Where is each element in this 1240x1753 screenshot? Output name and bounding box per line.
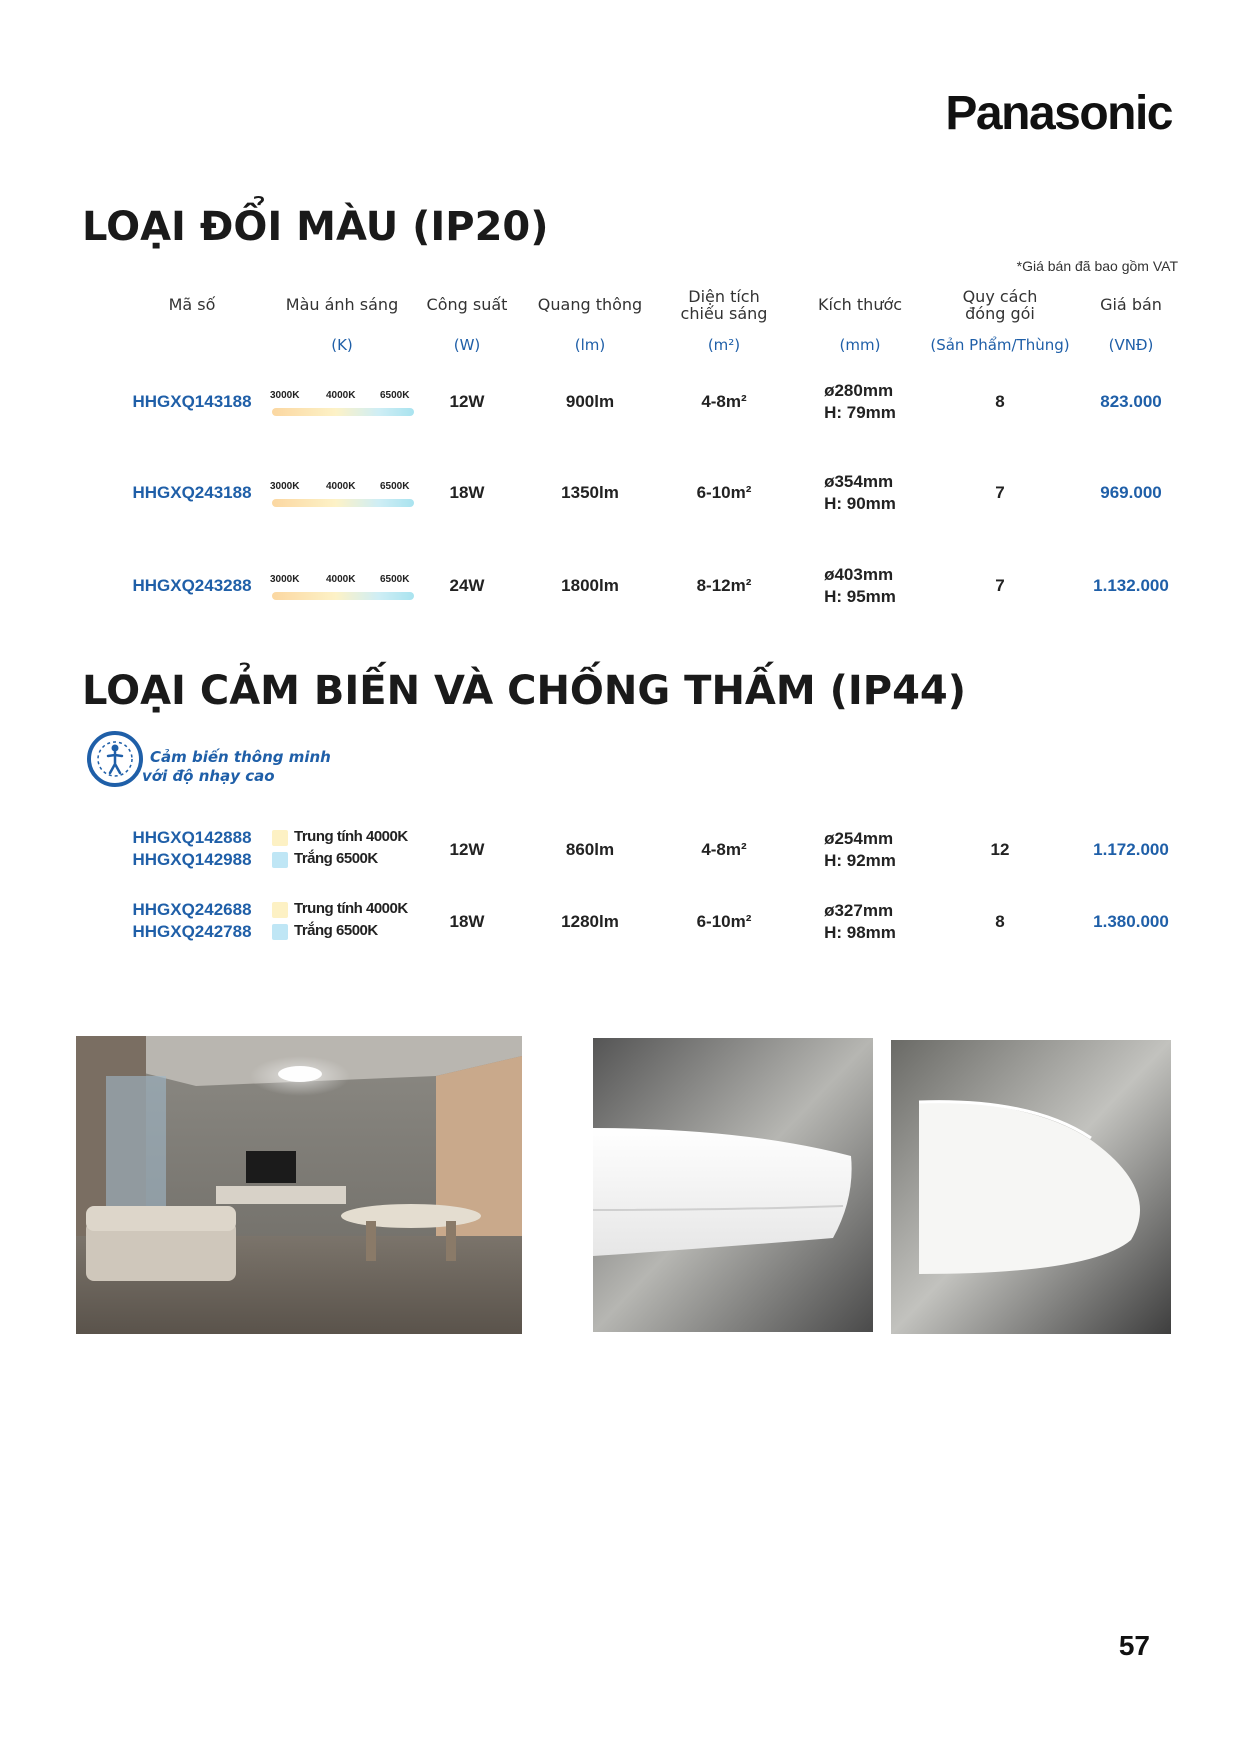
- kelvin-label: 6500K: [380, 481, 410, 492]
- color-label: Trắng 6500K: [294, 922, 378, 939]
- header-power: Công suất: [426, 295, 508, 314]
- height: H: 95mm: [824, 587, 896, 606]
- header-pack: Quy cách đóng gói: [962, 287, 1038, 323]
- page-number: 57: [1118, 1630, 1150, 1661]
- header-area: Diện tích chiếu sáng: [680, 287, 768, 323]
- pack-value: 7: [995, 483, 1005, 502]
- lumen-value: 900lm: [565, 392, 615, 411]
- kelvin-label: 4000K: [326, 390, 356, 401]
- product-code: HHGXQ243188: [132, 483, 252, 502]
- height: H: 90mm: [824, 494, 896, 513]
- kelvin-scale: [270, 574, 414, 600]
- color-temperature-bar: [272, 408, 414, 416]
- kelvin-label: 3000K: [270, 574, 300, 585]
- product-code-pair: [132, 899, 251, 943]
- unit-area: (m²): [707, 336, 741, 354]
- unit-power: (W): [453, 336, 481, 354]
- product-code: HHGXQ142988: [132, 850, 252, 869]
- panasonic-logo: Panasonic: [945, 87, 1172, 140]
- color-temperature-bar: [272, 499, 414, 507]
- header-price: Giá bán: [1100, 295, 1162, 314]
- size-value: [824, 564, 896, 608]
- unit-pack: (Sản Phẩm/Thùng): [930, 336, 1070, 354]
- power-value: 18W: [449, 912, 485, 931]
- header-size: Kích thước: [817, 295, 903, 314]
- color-label: Trắng 6500K: [294, 850, 378, 867]
- height: H: 98mm: [824, 923, 896, 942]
- height: H: 79mm: [824, 403, 896, 422]
- header-color: Màu ánh sáng: [285, 295, 399, 314]
- lumen-value: 860lm: [565, 840, 615, 859]
- motion-sensor-icon: [86, 730, 144, 788]
- unit-lumen: (lm): [574, 336, 606, 354]
- power-value: 12W: [449, 392, 485, 411]
- height: H: 92mm: [824, 851, 896, 870]
- area-value: 8-12m²: [696, 576, 752, 595]
- kelvin-scale: [270, 390, 414, 416]
- size-value: [824, 471, 896, 515]
- pack-value: 8: [995, 392, 1005, 411]
- section-title-ip20: LOẠI ĐỔI MÀU (IP20): [82, 204, 549, 250]
- kelvin-label: 4000K: [326, 481, 356, 492]
- unit-size: (mm): [839, 336, 881, 354]
- area-value: 6-10m²: [696, 912, 752, 931]
- diameter: ø254mm: [824, 829, 894, 848]
- product-code: HHGXQ243288: [132, 576, 252, 595]
- size-value: [824, 380, 896, 424]
- kelvin-label: 6500K: [380, 390, 410, 401]
- product-code: HHGXQ242788: [132, 922, 252, 941]
- unit-price: (VNĐ): [1108, 336, 1154, 354]
- diameter: ø403mm: [824, 565, 894, 584]
- neutral-swatch: [272, 830, 288, 846]
- color-label: Trung tính 4000K: [294, 828, 408, 845]
- diameter: ø354mm: [824, 472, 894, 491]
- diameter: ø280mm: [824, 381, 894, 400]
- sensor-line: Cảm biến thông minh: [150, 748, 331, 766]
- pack-value: 7: [995, 576, 1005, 595]
- price-value: 1.132.000: [1093, 576, 1169, 595]
- sensor-description: [142, 748, 331, 786]
- color-temperature-bar: [272, 592, 414, 600]
- unit-color: (K): [331, 336, 353, 354]
- size-value: [824, 828, 896, 872]
- lumen-value: 1280lm: [561, 912, 619, 931]
- lumen-value: 1800lm: [561, 576, 619, 595]
- area-value: 6-10m²: [696, 483, 752, 502]
- ceiling-light-closeup-photo: [891, 1040, 1171, 1334]
- header-code: Mã số: [168, 295, 216, 314]
- lumen-value: 1350lm: [561, 483, 619, 502]
- living-room-photo: [76, 1036, 522, 1334]
- product-code: HHGXQ142888: [132, 828, 252, 847]
- area-value: 4-8m²: [701, 840, 747, 859]
- price-value: 823.000: [1100, 392, 1162, 411]
- neutral-swatch: [272, 902, 288, 918]
- pack-value: 12: [990, 840, 1010, 859]
- power-value: 18W: [449, 483, 485, 502]
- header-lumen: Quang thông: [537, 295, 643, 314]
- color-label: Trung tính 4000K: [294, 900, 408, 917]
- kelvin-scale: [270, 481, 414, 507]
- product-code: HHGXQ242688: [132, 900, 252, 919]
- area-value: 4-8m²: [701, 392, 747, 411]
- price-value: 1.380.000: [1093, 912, 1169, 931]
- vat-note: *Giá bán đã bao gồm VAT: [1016, 258, 1178, 274]
- size-value: [824, 900, 896, 944]
- power-value: 24W: [449, 576, 485, 595]
- power-value: 12W: [449, 840, 485, 859]
- diameter: ø327mm: [824, 901, 894, 920]
- kelvin-label: 6500K: [380, 574, 410, 585]
- pack-value: 8: [995, 912, 1005, 931]
- white-swatch: [272, 852, 288, 868]
- kelvin-label: 3000K: [270, 481, 300, 492]
- product-code-pair: [132, 827, 251, 871]
- price-value: 969.000: [1100, 483, 1162, 502]
- ceiling-light-photo: [593, 1038, 873, 1332]
- white-swatch: [272, 924, 288, 940]
- sensor-line: với độ nhạy cao: [142, 767, 275, 785]
- kelvin-label: 4000K: [326, 574, 356, 585]
- product-code: HHGXQ143188: [132, 392, 252, 411]
- price-value: 1.172.000: [1093, 840, 1169, 859]
- kelvin-label: 3000K: [270, 390, 300, 401]
- section-title-ip44: LOẠI CẢM BIẾN VÀ CHỐNG THẤM (IP44): [82, 668, 967, 714]
